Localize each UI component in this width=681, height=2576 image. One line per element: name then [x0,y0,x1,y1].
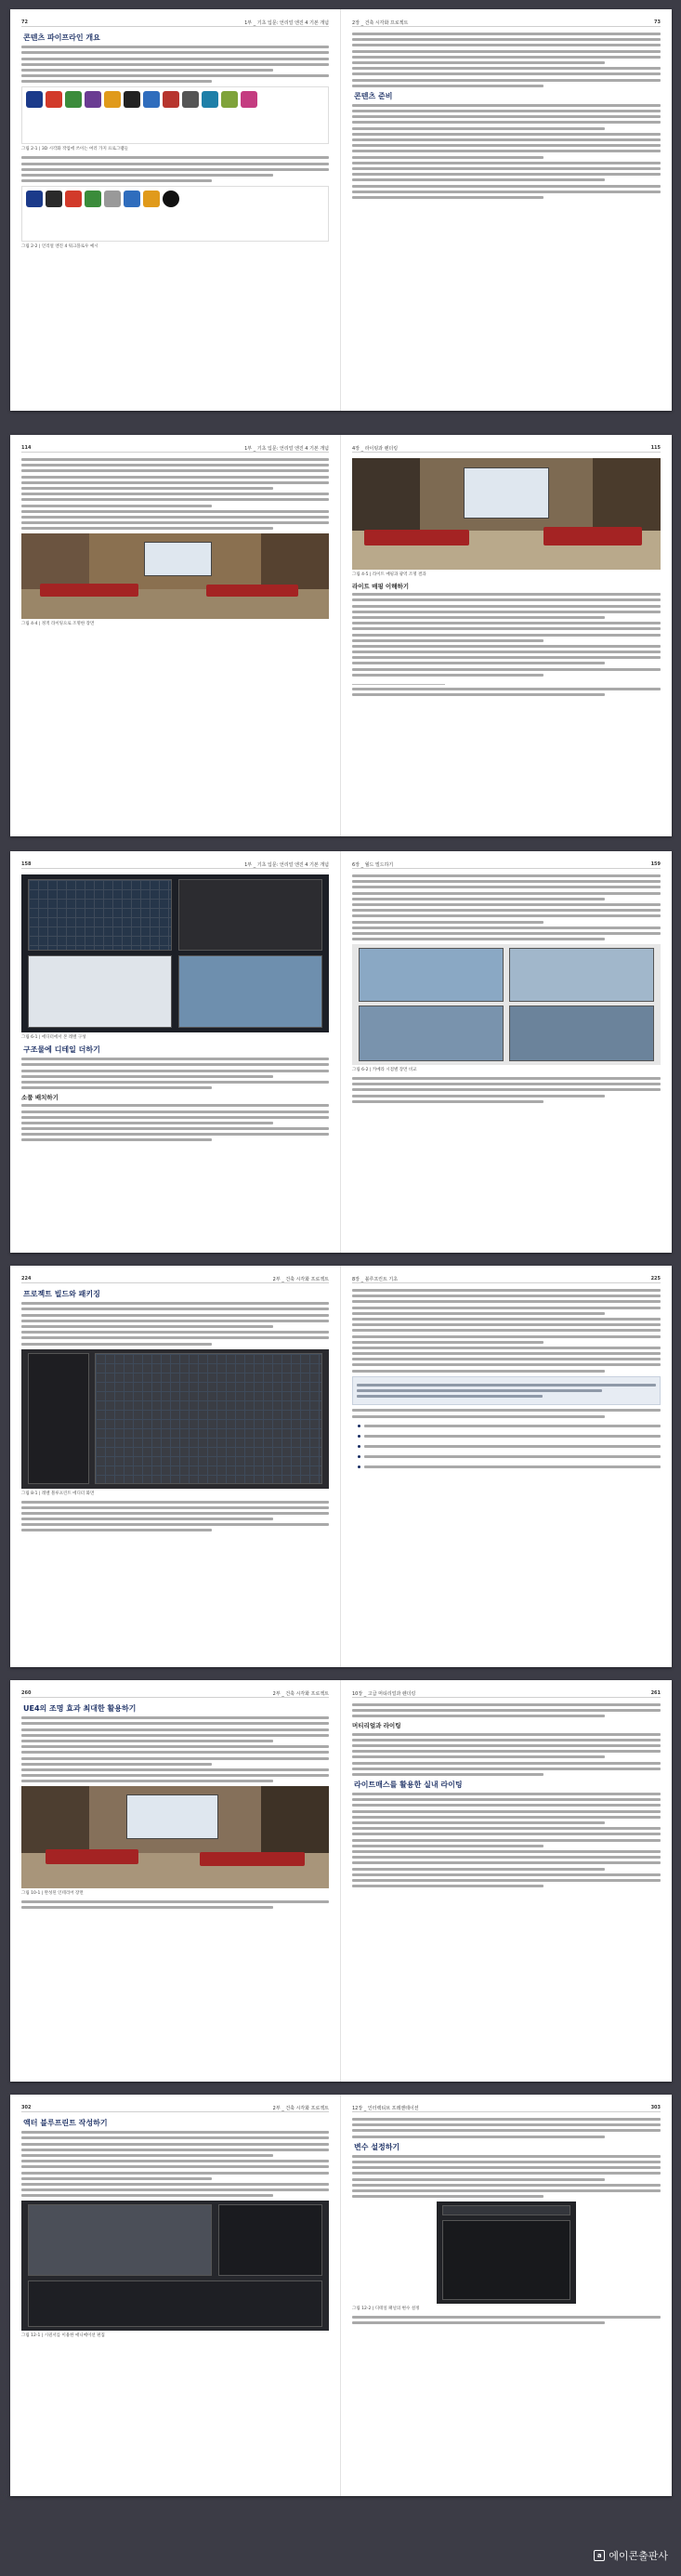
page-spread-4 [10,1266,672,1667]
running-header [352,19,661,27]
page-number: 225 [650,1276,661,1281]
figure-caption: 그림 2-2 | 언리얼 엔진 4 워크플로우 예시 [21,244,98,250]
running-title: 6장 _ 월드 빌드하기 [352,861,394,868]
camera-views-figure [352,944,661,1065]
body-text [352,1793,661,1887]
body-text [21,156,329,182]
page-number: 72 [21,20,28,25]
running-header [21,2104,329,2112]
page-spread-2 [10,435,672,836]
body-text [21,458,329,530]
section-heading: 구조물에 디테일 더하기 [23,1045,100,1054]
body-text [352,2118,661,2138]
running-title: 12장 _ 인터랙티브 프레젠테이션 [352,2105,419,2111]
body-text [21,1104,329,1141]
running-title: 8장 _ 블루프린트 기초 [352,1276,399,1282]
left-page [10,2095,341,2496]
body-text [352,593,661,677]
figure-caption: 그림 2-1 | 3D 시각화 작업에 쓰이는 여러 가지 프로그램들 [21,147,129,152]
running-header [21,1689,329,1698]
list-item [352,1432,661,1440]
running-header [352,2104,661,2112]
body-text [21,1716,329,1782]
left-page [10,435,341,836]
interior-render-figure [352,458,661,570]
figure-caption: 그림 4-5 | 라이트 매핑과 광역 조명 결과 [352,572,426,577]
publisher-name: 에이콘출판사 [609,2550,668,2562]
left-page [10,1680,341,2082]
page-number: 224 [21,1276,32,1281]
footnote-divider [352,684,445,685]
sub-heading: 라이트 매핑 이해하기 [352,583,410,590]
software-icons-figure [21,86,329,144]
list-item [352,1442,661,1451]
page-number: 159 [650,861,661,867]
running-title: 2부 _ 건축 시각화 프로젝트 [272,1690,329,1697]
interior-render-figure [21,533,329,619]
right-page [341,1266,672,1667]
footnote [352,688,661,696]
running-title: 4장 _ 라이팅과 렌더링 [352,445,399,452]
figure-caption: 그림 6-1 | 에디터에서 본 레벨 구성 [21,1035,86,1040]
blueprint-editor-figure [21,1349,329,1489]
body-text [352,33,661,87]
body-text [21,1900,329,1909]
body-text [352,1289,661,1373]
figure-caption: 그림 4-4 | 정적 라이팅으로 조명한 장면 [21,622,95,627]
running-title: 2부 _ 건축 시각화 프로젝트 [272,2105,329,2111]
left-page [10,9,341,411]
details-panel-figure [437,2201,576,2304]
body-text [352,1733,661,1776]
right-page [341,851,672,1253]
page-number: 260 [21,1690,32,1696]
page-number: 303 [650,2105,661,2110]
left-page [10,1266,341,1667]
running-title: 2부 _ 건축 시각화 프로젝트 [272,1276,329,1282]
right-page [341,9,672,411]
sequencer-figure [21,2201,329,2331]
right-page [341,435,672,836]
editor-viewport-figure [21,874,329,1032]
page-number: 302 [21,2105,32,2110]
page-spread-5 [10,1680,672,2082]
page-number: 261 [650,1690,661,1696]
section-heading: 콘텐츠 준비 [354,91,393,100]
body-text [21,1058,329,1089]
list-item [352,1422,661,1430]
publisher-logo [594,2548,668,2563]
page-spread-6 [10,2095,672,2496]
body-text [352,2316,661,2324]
section-heading: 라이트매스를 활용한 실내 라이팅 [354,1780,463,1789]
figure-caption: 그림 10-1 | 완성된 인테리어 장면 [21,1891,84,1897]
interior-render-figure [21,1786,329,1888]
right-page [341,1680,672,2082]
body-text [21,2131,329,2197]
body-text [352,104,661,199]
section-heading: 콘텐츠 파이프라인 개요 [23,33,100,42]
running-header [352,1275,661,1283]
body-text [21,46,329,83]
figure-caption: 그림 12-1 | 시퀀서를 이용한 애니메이션 편집 [21,2333,105,2339]
body-text [352,2155,661,2198]
note-box [352,1376,661,1406]
section-heading: 액터 블루프린트 작성하기 [23,2119,108,2127]
figure-caption: 그림 6-2 | 카메라 시점별 장면 비교 [352,1068,417,1073]
left-page [10,851,341,1253]
figure-caption: 그림 12-2 | 디테일 패널의 변수 설정 [352,2307,420,2312]
right-page [341,2095,672,2496]
section-heading: 프로젝트 빌드와 패키징 [23,1290,100,1298]
page-spread-3 [10,851,672,1253]
body-text [352,1703,661,1717]
body-text [352,1409,661,1417]
section-heading: UE4의 조명 효과 최대한 활용하기 [23,1704,137,1713]
running-header [21,444,329,453]
sub-heading: 머티리얼과 라이팅 [352,1722,401,1730]
running-header [21,19,329,27]
page-number: 114 [21,445,32,451]
page-number: 73 [654,20,661,25]
section-heading: 변수 설정하기 [354,2142,400,2151]
running-header [352,1689,661,1698]
publisher-mark-icon: a [594,2550,605,2561]
running-header [352,861,661,869]
running-header [21,861,329,869]
page-number: 158 [21,861,32,867]
body-text [352,1077,661,1103]
running-title: 1부 _ 기초 입문: 언리얼 엔진 4 기본 개념 [244,861,329,868]
running-title: 1부 _ 기초 입문: 언리얼 엔진 4 기본 개념 [244,20,329,26]
running-title: 1부 _ 기초 입문: 언리얼 엔진 4 기본 개념 [244,445,329,452]
page-spread-1 [10,9,672,411]
body-text [352,874,661,940]
list-item [352,1463,661,1471]
workflow-figure [21,186,329,242]
running-header [352,444,661,453]
sub-heading: 소품 배치하기 [21,1094,59,1102]
figure-caption: 그림 8-1 | 레벨 블루프린트 에디터 화면 [21,1491,95,1496]
page-number: 115 [650,445,661,451]
running-header [21,1275,329,1283]
list-item [352,1452,661,1461]
running-title: 10장 _ 고급 머티리얼과 렌더링 [352,1690,416,1697]
running-title: 2장 _ 건축 시각화 프로젝트 [352,20,409,26]
body-text [21,1501,329,1532]
body-text [21,1302,329,1345]
